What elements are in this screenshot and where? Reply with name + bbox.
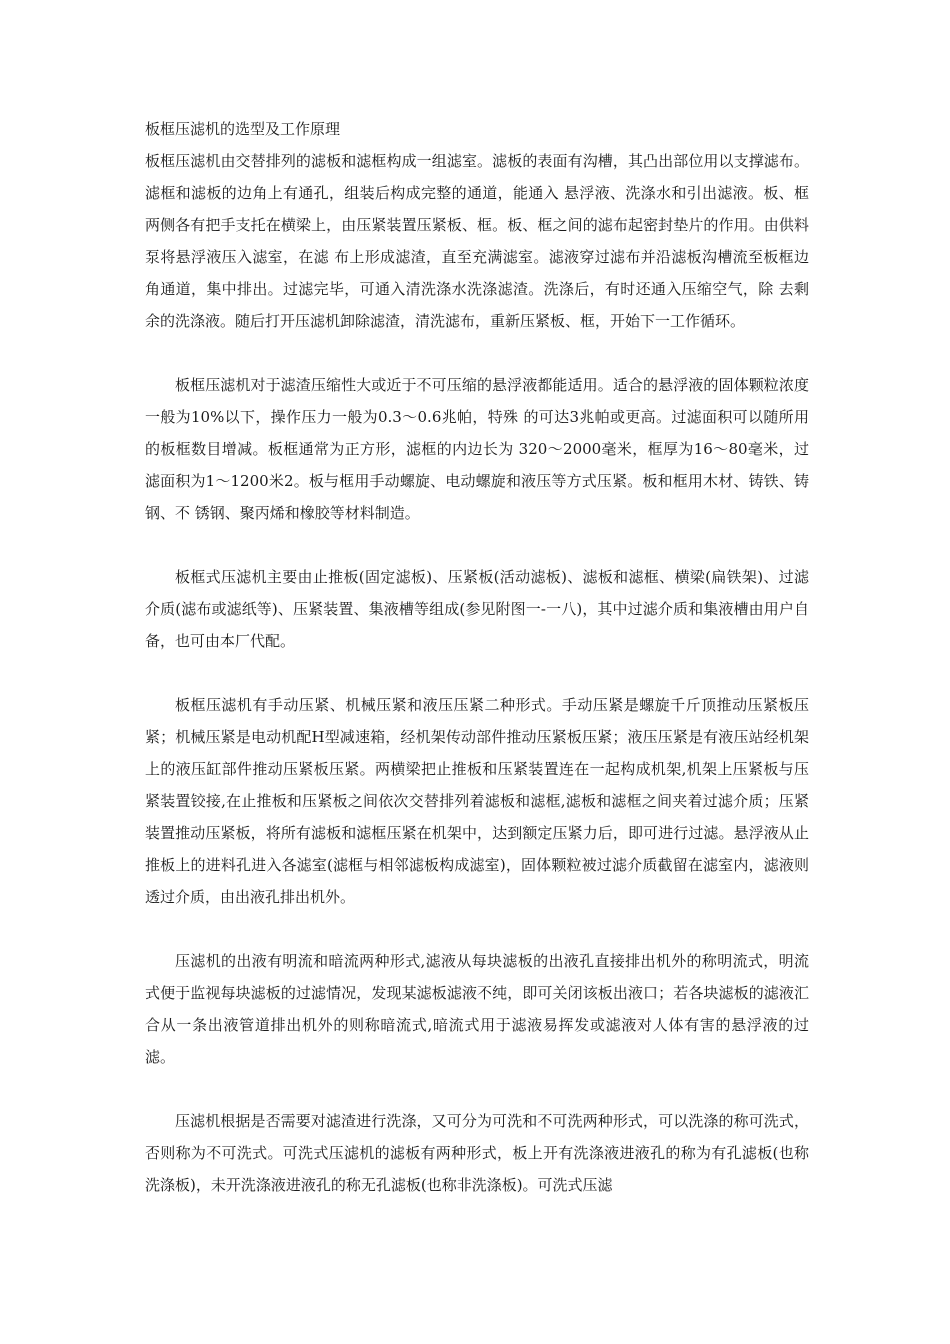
paragraph-gap <box>145 529 809 561</box>
paragraph-gap <box>145 337 809 369</box>
paragraph-6: 压滤机根据是否需要对滤渣进行洗涤，又可分为可洗和不可洗两种形式，可以洗涤的称可洗式，否则称为不可洗式。可洗式压滤机的滤板有两种形式，板上开有洗涤液进液孔的称为有孔滤板(也称洗涤板)，未开洗涤液进液孔的称无孔滤板(也称非洗涤板)。可洗式压滤 <box>145 1112 809 1194</box>
paragraph-1: 板框压滤机由交替排列的滤板和滤框构成一组滤室。滤板的表面有沟槽，其凸出部位用以支撑滤布。滤框和滤板的边角上有通孔，组装后构成完整的通道，能通入 悬浮液、洗涤水和引出滤液。板、框两侧各有把手支托在横梁上，由压紧装置压紧板、框。板、框之间的滤布起密封垫片的作用。由供料泵将悬浮液压入滤室，在滤 布上形成滤渣，直至充满滤室。滤液穿过滤布并沿滤板沟槽流至板框边角通道，集中排出。过滤完毕，可通入清洗涤水洗涤滤渣。洗涤后，有时还通入压缩空气，除 去剩余的洗涤液。随后打开压滤机卸除滤渣，清洗滤布，重新压紧板、框，开始下一工作循环。 <box>145 152 809 330</box>
paragraph-gap <box>145 913 809 945</box>
paragraph-5: 压滤机的出液有明流和暗流两种形式,滤液从每块滤板的出液孔直接排出机外的称明流式，明流式便于监视每块滤板的过滤情况，发现某滤板滤液不纯，即可关闭该板出液口；若各块滤板的滤液汇合从一条出液管道排出机外的则称暗流式,暗流式用于滤液易挥发或滤液对人体有害的悬浮液的过滤。 <box>145 952 809 1066</box>
document-page <box>145 113 809 1201</box>
paragraph-4: 板框压滤机有手动压紧、机械压紧和液压压紧二种形式。手动压紧是螺旋千斤顶推动压紧板压紧；机械压紧是电动机配H型减速箱，经机架传动部件推动压紧板压紧；液压压紧是有液压站经机架上的液压缸部件推动压紧板压紧。两横梁把止推板和压紧装置连在一起构成机架,机架上压紧板与压紧装置铰接,在止推板和压紧板之间依次交替排列着滤板和滤框,滤板和滤框之间夹着过滤介质；压紧装置推动压紧板，将所有滤板和滤框压紧在机架中，达到额定压紧力后，即可进行过滤。悬浮液从止推板上的进料孔进入各滤室(滤框与相邻滤板构成滤室)，固体颗粒被过滤介质截留在滤室内，滤液则透过介质，由出液孔排出机外。 <box>145 696 809 906</box>
paragraph-gap <box>145 1073 809 1105</box>
document-title: 板框压滤机的选型及工作原理 <box>145 120 341 138</box>
paragraph-gap <box>145 657 809 689</box>
paragraph-2: 板框压滤机对于滤渣压缩性大或近于不可压缩的悬浮液都能适用。适合的悬浮液的固体颗粒浓度一般为10%以下，操作压力一般为0.3～0.6兆帕，特殊 的可达3兆帕或更高。过滤面积可以随所用的板框数目增减。板框通常为正方形，滤框的内边长为 320～2000毫米，框厚为16～80毫米，过滤面积为1～1200米2。板与框用手动螺旋、电动螺旋和液压等方式压紧。板和框用木材、铸铁、铸钢、不 锈钢、聚丙烯和橡胶等材料制造。 <box>145 376 809 522</box>
paragraph-3: 板框式压滤机主要由止推板(固定滤板)、压紧板(活动滤板)、滤板和滤框、横梁(扁铁架)、过滤介质(滤布或滤纸等)、压紧装置、集液槽等组成(参见附图一-一八)，其中过滤介质和集液槽由用户自备，也可由本厂代配。 <box>145 568 809 650</box>
